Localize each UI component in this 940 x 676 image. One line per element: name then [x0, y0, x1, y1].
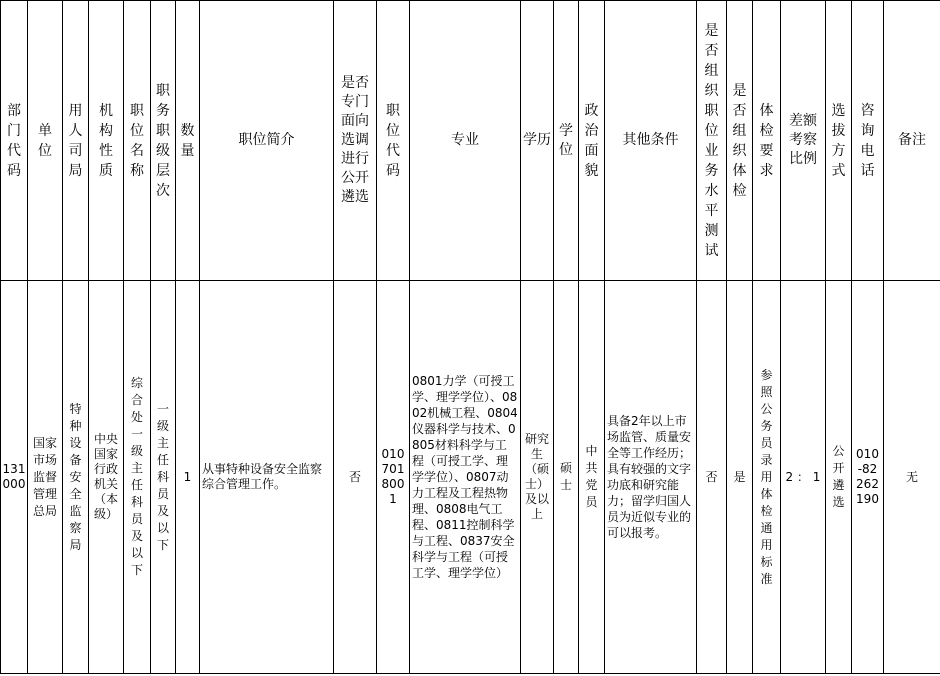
cell-remarks: 无	[884, 281, 940, 674]
header-position-name: 职位名称	[124, 1, 151, 281]
cell-political-status: 中共党员	[579, 281, 605, 674]
cell-dept-code: 131000	[1, 281, 28, 674]
table-row	[1, 281, 940, 674]
header-ratio: 差额考察比例	[781, 1, 826, 281]
cell-position-intro: 从事特种设备安全监察综合管理工作。	[200, 281, 334, 674]
header-position-intro: 职位简介	[200, 1, 334, 281]
header-phone: 咨询电话	[852, 1, 884, 281]
header-org-nature: 机构性质	[89, 1, 124, 281]
cell-major: 0801力学（可授工学、理学学位）、0802机械工程、0804仪器科学与技术、0805材料科学与工程（可授工学、理学学位）、0807动力工程及工程热物理、0808电气工程、0811控制科学与工程、0837安全科学与工程（可授工学、理学学位）	[410, 281, 521, 674]
header-hiring-bureau: 用人司局	[63, 1, 89, 281]
header-rank-level: 职务职级层次	[151, 1, 176, 281]
cell-rank-level: 一级主任科员及以下	[151, 281, 176, 674]
cell-degree: 硕士	[554, 281, 579, 674]
cell-position-code: 010701800 1	[377, 281, 410, 674]
header-political-status: 政治面貌	[579, 1, 605, 281]
header-dept-code: 部门代码	[1, 1, 28, 281]
cell-quantity: 1	[176, 281, 200, 674]
cell-education: 研究生（硕士）及以上	[521, 281, 554, 674]
header-major: 专业	[410, 1, 521, 281]
cell-hiring-bureau: 特种设备安全监察局	[63, 281, 89, 674]
header-degree: 学位	[554, 1, 579, 281]
header-row	[1, 1, 940, 281]
cell-physical-exam: 是	[727, 281, 753, 674]
header-quantity: 数量	[176, 1, 200, 281]
header-remarks: 备注	[884, 1, 940, 281]
header-proficiency-test: 是否组织职位业务水平测试	[697, 1, 727, 281]
cell-ratio: 2 ： 1	[781, 281, 826, 674]
header-unit: 单位	[28, 1, 63, 281]
cell-position-name: 综合处一级主任科员及以下	[124, 281, 151, 674]
header-other-conditions: 其他条件	[605, 1, 697, 281]
cell-other-conditions: 具备2年以上市场监管、质量安全等工作经历；具有较强的文字功底和研究能力；留学归国人员为近似专业的可以报考。	[605, 281, 697, 674]
cell-unit: 国家市场监督管理总局	[28, 281, 63, 674]
cell-selection-method: 公开遴选	[826, 281, 852, 674]
header-education: 学历	[521, 1, 554, 281]
cell-phone: 010-82262190	[852, 281, 884, 674]
cell-org-nature: 中央国家行政机关（本级）	[89, 281, 124, 674]
header-selection-method: 选拔方式	[826, 1, 852, 281]
header-physical-exam: 是否组织体检	[727, 1, 753, 281]
cell-physical-requirement: 参照公务员录用体检通用标准	[753, 281, 781, 674]
cell-proficiency-test: 否	[697, 281, 727, 674]
header-physical-requirement: 体检要求	[753, 1, 781, 281]
header-special-channel: 是否专门面向选调进行公开遴选	[334, 1, 377, 281]
cell-special-channel: 否	[334, 281, 377, 674]
header-position-code: 职位代码	[377, 1, 410, 281]
